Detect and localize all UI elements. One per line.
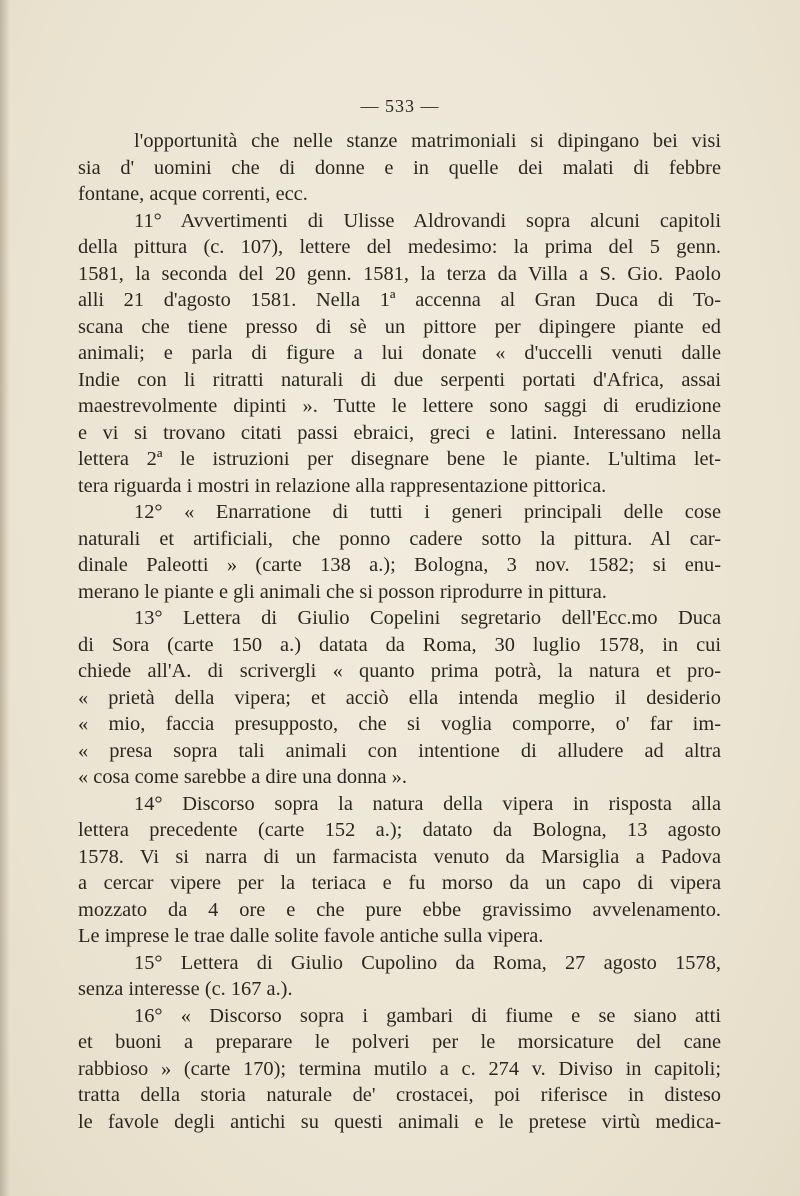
text-line: animali; e parla di figure a lui donate « d'uccelli venuti dalle bbox=[78, 342, 721, 364]
text-line: rabbioso » (carte 170); termina mutilo a c. 274 v. Diviso in capitoli; bbox=[78, 1057, 721, 1080]
text-line: e vi si trovano citati passi ebraici, greci e latini. Interessano nella bbox=[78, 421, 721, 444]
text-line: tera riguarda i mostri in relazione alla rappresentazione pittorica. bbox=[78, 474, 607, 497]
page-edge-shadow bbox=[0, 0, 10, 1196]
text-line: et buoni a preparare le polveri per le morsicature del cane bbox=[78, 1031, 721, 1053]
text-line: l'opportunità che nelle stanze matrimoniali si dipingano bei visi bbox=[134, 130, 721, 152]
text-line: « cosa come sarebbe a dire una donna ». bbox=[78, 766, 407, 788]
text-line: scana che tiene presso di sè un pittore per dipingere piante ed bbox=[78, 315, 721, 338]
text-line: sia d' uomini che di donne e in quelle dei malati di febbre bbox=[78, 156, 721, 179]
text-line: fontane, acque correnti, ecc. bbox=[78, 183, 308, 205]
text-line: lettera precedente (carte 152 a.); datato da Bologna, 13 agosto bbox=[78, 819, 721, 841]
text-line: Indie con li ritratti naturali di due serpenti portati d'Africa, assai bbox=[78, 368, 721, 391]
text-line: 12° « Enarratione di tutti i generi principali delle cose bbox=[134, 501, 721, 523]
text-line: chiede all'A. di scrivergli « quanto prima potrà, la natura et pro- bbox=[78, 660, 721, 682]
body-text bbox=[78, 128, 721, 1135]
text-line: della pittura (c. 107), lettere del medesimo: la prima del 5 genn. bbox=[78, 236, 721, 258]
text-line: mozzato da 4 ore e che pure ebbe gravissimo avvelenamento. bbox=[78, 898, 721, 921]
text-line: le favole degli antichi su questi animali e le pretese virtù medica- bbox=[78, 1110, 721, 1133]
page-number: — 533 — bbox=[360, 96, 440, 116]
text-line: « presa sopra tali animali con intentione di alludere ad altra bbox=[78, 739, 721, 762]
text-line: lettera 2ª le istruzioni per disegnare bene le piante. L'ultima let- bbox=[78, 448, 721, 470]
text-line: senza interesse (c. 167 a.). bbox=[78, 978, 293, 1000]
text-line: « mio, faccia presupposto, che si voglia comporre, o' far im- bbox=[78, 713, 721, 735]
text-line: 1578. Vi si narra di un farmacista venuto da Marsiglia a Padova bbox=[78, 845, 721, 868]
text-line: Le imprese le trae dalle solite favole antiche sulla vipera. bbox=[78, 925, 544, 947]
text-line: a cercar vipere per la teriaca e fu morso da un capo di vipera bbox=[78, 872, 721, 894]
text-line: 14° Discorso sopra la natura della vipera in risposta alla bbox=[134, 792, 721, 815]
text-line: alli 21 d'agosto 1581. Nella 1ª accenna al Gran Duca di To- bbox=[78, 289, 721, 311]
text-line: merano le piante e gli animali che si posson riprodurre in pittura. bbox=[78, 580, 607, 603]
text-line: 1581, la seconda del 20 genn. 1581, la terza da Villa a S. Gio. Paolo bbox=[78, 262, 721, 285]
text-line: naturali et artificiali, che ponno cadere sotto la pittura. Al car- bbox=[78, 527, 721, 550]
text-line: maestrevolmente dipinti ». Tutte le lettere sono saggi di erudizione bbox=[78, 395, 721, 417]
text-line: « prietà della vipera; et acciò ella intenda meglio il desiderio bbox=[78, 686, 721, 709]
text-line: di Sora (carte 150 a.) datata da Roma, 30 luglio 1578, in cui bbox=[78, 633, 721, 656]
text-line: tratta della storia naturale de' crostacei, poi riferisce in disteso bbox=[78, 1084, 721, 1106]
text-line: 16° « Discorso sopra i gambari di fiume e se siano atti bbox=[134, 1004, 721, 1027]
text-line: 11° Avvertimenti di Ulisse Aldrovandi sopra alcuni capitoli bbox=[134, 209, 721, 232]
text-line: dinale Paleotti » (carte 138 a.); Bologna, 3 nov. 1582; si enu- bbox=[78, 554, 721, 576]
text-line: 13° Lettera di Giulio Copelini segretario dell'Ecc.mo Duca bbox=[134, 607, 721, 629]
text-line: 15° Lettera di Giulio Cupolino da Roma, 27 agosto 1578, bbox=[134, 951, 721, 974]
